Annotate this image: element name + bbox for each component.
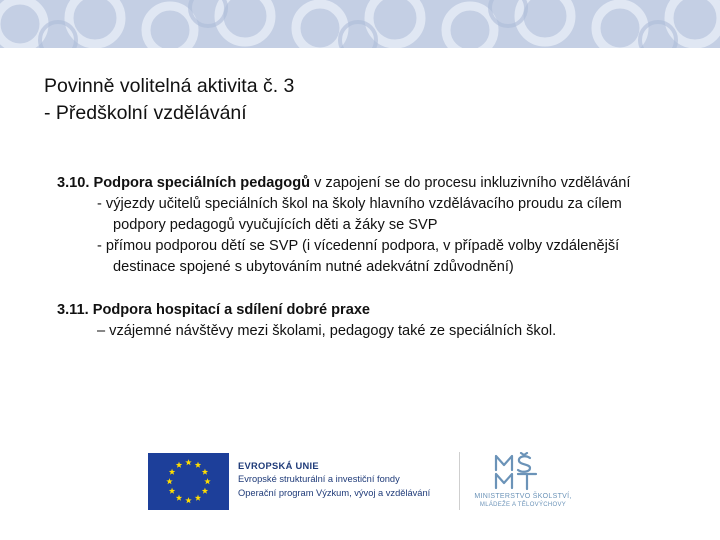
logo-divider	[459, 452, 460, 510]
eu-funding-text	[238, 460, 430, 500]
msmt-name-line2: MLÁDEŽE A TĚLOVÝCHOVY	[479, 502, 567, 508]
section-310-heading	[57, 173, 697, 194]
eu-flag-icon	[148, 453, 229, 510]
section-311-heading: 3.11. Podpora hospitací a sdílení dobré praxe	[57, 302, 371, 318]
section-310-heading-bold: 3.10. Podpora speciálních pedagogů	[57, 175, 311, 191]
msmt-name-line1: MINISTERSTVO ŠKOLSTVÍ,	[474, 493, 572, 500]
slide-body	[57, 173, 697, 342]
banner-pattern	[0, 0, 720, 48]
eu-programme-line: Operační program Výzkum, vývoj a vzdělávání	[238, 487, 431, 498]
eu-title: EVROPSKÁ UNIE	[238, 461, 319, 471]
decorative-banner	[0, 0, 720, 48]
section-311-item1: – vzájemné návštěvy mezi školami, pedagogy také ze speciálních škol.	[97, 323, 557, 339]
section-spacer	[57, 278, 697, 300]
eu-funds-line: Evropské strukturální a investiční fondy	[238, 474, 400, 485]
slide-title-line2: - Předškolní vzdělávání	[44, 102, 247, 124]
section-310-item2-line1: - přímou podporou dětí se SVP (i vícedenní podpora, v případě volby vzdálenější	[97, 238, 620, 254]
section-310-item1-line2: podpory pedagogů vyučujících děti a žáky se SVP	[113, 217, 438, 233]
msmt-name	[468, 492, 578, 510]
section-310-item1-line1: - výjezdy učitelů speciálních škol na školy hlavního vzdělávacího proudu za cílem	[97, 196, 622, 212]
slide-title	[44, 73, 294, 127]
slide-title-line1: Povinně volitelná aktivita č. 3	[44, 75, 295, 97]
section-310-heading-rest: v zapojení se do procesu inkluzivního vzdělávání	[310, 175, 631, 191]
section-310-item2-line2: destinace spojené s ubytováním nutné adekvátní zdůvodnění)	[113, 259, 514, 275]
msmt-logo-icon	[492, 452, 542, 492]
